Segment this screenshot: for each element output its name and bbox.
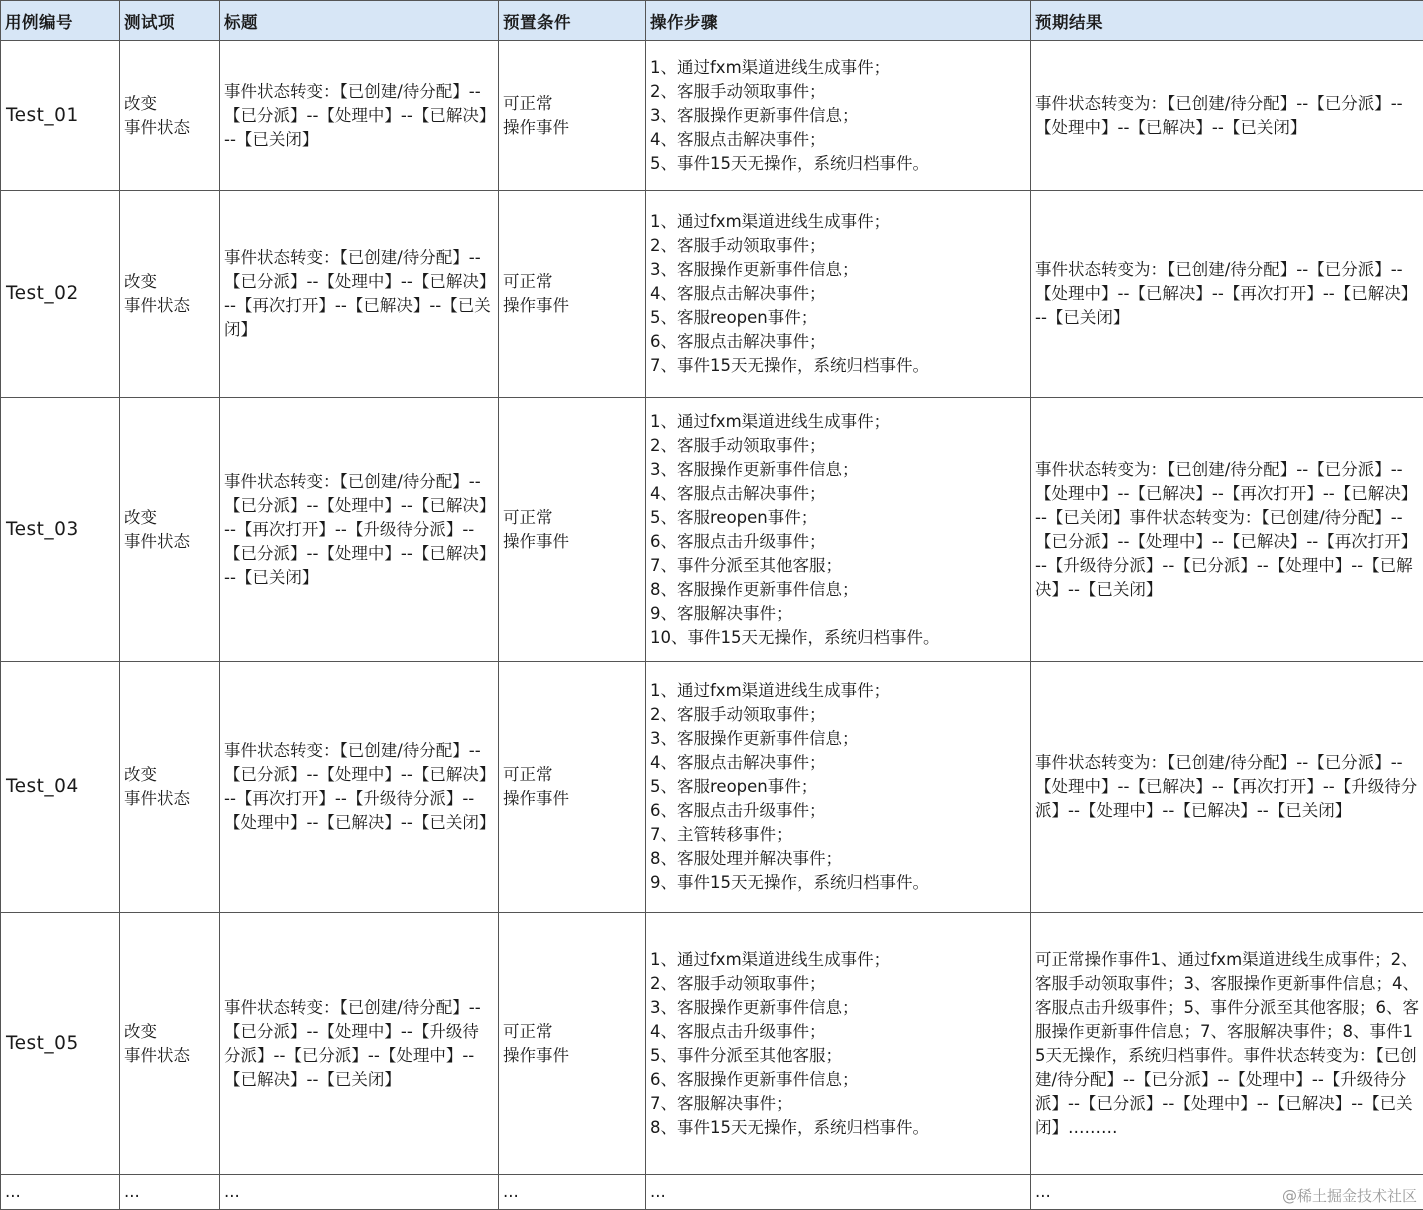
test-item-line: 改变 [124, 93, 157, 113]
step-item: 3、客服操作更新事件信息； [650, 997, 859, 1017]
precondition-line: 可正常 [503, 1021, 553, 1041]
case-title: 事件状态转变：【已创建/待分配】--【已分派】--【处理中】--【已解决】--【再次打开】--【升级待分派】--【已分派】--【处理中】--【已解决】--【已关闭】 [220, 398, 499, 662]
table-row [1, 662, 1423, 913]
case-id: Test_03 [1, 398, 120, 662]
step-item: 9、事件15天无操作，系统归档事件。 [650, 873, 929, 892]
test-item-line: 改变 [124, 272, 157, 291]
case-title: 事件状态转变：【已创建/待分配】--【已分派】--【处理中】--【已解决】--【已关闭】 [220, 41, 499, 191]
ellipsis-cell: ... [120, 1175, 220, 1210]
test-item-line: 事件状态 [124, 296, 190, 315]
precondition-line: 操作事件 [503, 789, 569, 808]
step-item: 7、主管转移事件； [650, 825, 793, 844]
header-steps: 操作步骤 [646, 1, 1031, 41]
precondition-line: 操作事件 [503, 117, 569, 137]
step-item: 1、通过fxm渠道进线生成事件； [650, 411, 891, 431]
ellipsis-cell: ... [1, 1175, 120, 1210]
step-item: 7、事件分派至其他客服； [650, 555, 842, 575]
table-row [1, 191, 1423, 398]
table-row [1, 41, 1423, 191]
precondition-line: 可正常 [503, 507, 553, 527]
table-row [1, 913, 1423, 1175]
test-item-line: 改变 [124, 507, 157, 527]
precondition [499, 662, 646, 913]
table-row [1, 398, 1423, 662]
precondition-line: 操作事件 [503, 531, 569, 551]
test-item-line: 事件状态 [124, 531, 190, 551]
test-item [120, 913, 220, 1175]
case-id: Test_01 [1, 41, 120, 191]
step-item: 6、客服操作更新事件信息； [650, 1069, 859, 1089]
steps [646, 662, 1031, 913]
step-item: 4、客服点击升级事件； [650, 1021, 826, 1041]
case-title: 事件状态转变：【已创建/待分配】--【已分派】--【处理中】--【升级待分派】--【已分派】--【处理中】--【已解决】--【已关闭】 [220, 913, 499, 1175]
step-item: 1、通过fxm渠道进线生成事件； [650, 212, 891, 231]
header-case-id: 用例编号 [1, 1, 120, 41]
step-item: 8、客服处理并解决事件； [650, 849, 842, 868]
step-item: 10、事件15天无操作，系统归档事件。 [650, 627, 940, 647]
expected-result: 事件状态转变为：【已创建/待分配】--【已分派】--【处理中】--【已解决】--【再次打开】--【已解决】--【已关闭】 [1031, 191, 1423, 398]
expected-result: 可正常操作事件1、通过fxm渠道进线生成事件；2、客服手动领取事件；3、客服操作更新事件信息；4、客服点击升级事件；5、事件分派至其他客服；6、客服操作更新事件信息；7、客服解决事件；8、事件15天无操作，系统归档事件。事件状态转变为：【已创建/待分配】--【已分派】--【处理中】--【升级待分派】--【已分派】--【处理中】--【已解决】--【已关闭】……… [1031, 913, 1423, 1175]
precondition [499, 191, 646, 398]
step-item: 5、客服reopen事件； [650, 777, 818, 796]
step-item: 1、通过fxm渠道进线生成事件； [650, 949, 891, 969]
ellipsis-cell: ... [499, 1175, 646, 1210]
header-row [1, 1, 1423, 41]
ellipsis-cell: ... [1031, 1175, 1423, 1210]
step-item: 5、事件15天无操作，系统归档事件。 [650, 153, 929, 173]
step-item: 9、客服解决事件； [650, 603, 793, 623]
precondition-line: 可正常 [503, 272, 553, 291]
step-item: 7、事件15天无操作，系统归档事件。 [650, 356, 929, 375]
step-item: 3、客服操作更新事件信息； [650, 729, 859, 748]
precondition [499, 41, 646, 191]
step-item: 2、客服手动领取事件； [650, 81, 826, 101]
step-item: 8、事件15天无操作，系统归档事件。 [650, 1117, 929, 1137]
step-item: 2、客服手动领取事件； [650, 435, 826, 455]
test-item [120, 191, 220, 398]
step-item: 5、事件分派至其他客服； [650, 1045, 842, 1065]
precondition [499, 398, 646, 662]
step-item: 6、客服点击解决事件； [650, 332, 826, 351]
case-title: 事件状态转变：【已创建/待分配】--【已分派】--【处理中】--【已解决】--【再次打开】--【已解决】--【已关闭】 [220, 191, 499, 398]
case-id: Test_05 [1, 913, 120, 1175]
precondition-line: 操作事件 [503, 296, 569, 315]
step-item: 6、客服点击升级事件； [650, 531, 826, 551]
precondition [499, 913, 646, 1175]
expected-result: 事件状态转变为：【已创建/待分配】--【已分派】--【处理中】--【已解决】--【再次打开】--【升级待分派】--【处理中】--【已解决】--【已关闭】 [1031, 662, 1423, 913]
step-item: 3、客服操作更新事件信息； [650, 459, 859, 479]
header-precondition: 预置条件 [499, 1, 646, 41]
step-item: 2、客服手动领取事件； [650, 236, 826, 255]
test-item [120, 398, 220, 662]
ellipsis-row [1, 1175, 1423, 1210]
ellipsis-cell: ... [220, 1175, 499, 1210]
step-item: 4、客服点击解决事件； [650, 483, 826, 503]
step-item: 5、客服reopen事件； [650, 308, 818, 327]
test-item-line: 事件状态 [124, 789, 190, 808]
precondition-line: 可正常 [503, 93, 553, 113]
steps [646, 398, 1031, 662]
steps [646, 191, 1031, 398]
step-item: 3、客服操作更新事件信息； [650, 105, 859, 125]
ellipsis-cell: ... [646, 1175, 1031, 1210]
expected-result: 事件状态转变为：【已创建/待分配】--【已分派】--【处理中】--【已解决】--【再次打开】--【已解决】--【已关闭】事件状态转变为：【已创建/待分配】--【已分派】--【处理中】--【已解决】--【再次打开】--【升级待分派】--【已分派】--【处理中】--【已解决】--【已关闭】 [1031, 398, 1423, 662]
step-item: 8、客服操作更新事件信息； [650, 579, 859, 599]
test-item [120, 662, 220, 913]
header-test-item: 测试项 [120, 1, 220, 41]
steps [646, 41, 1031, 191]
case-id: Test_04 [1, 662, 120, 913]
test-item-line: 改变 [124, 1021, 157, 1041]
steps [646, 913, 1031, 1175]
header-expected: 预期结果 [1031, 1, 1423, 41]
step-item: 3、客服操作更新事件信息； [650, 260, 859, 279]
case-id: Test_02 [1, 191, 120, 398]
step-item: 4、客服点击解决事件； [650, 753, 826, 772]
test-item-line: 事件状态 [124, 117, 190, 137]
watermark: @稀土掘金技术社区 [1281, 1187, 1417, 1205]
expected-result: 事件状态转变为：【已创建/待分配】--【已分派】--【处理中】--【已解决】--【已关闭】 [1031, 41, 1423, 191]
step-item: 5、客服reopen事件； [650, 507, 818, 527]
step-item: 6、客服点击升级事件； [650, 801, 826, 820]
step-item: 7、客服解决事件； [650, 1093, 793, 1113]
test-item-line: 改变 [124, 765, 157, 784]
precondition-line: 可正常 [503, 765, 553, 784]
precondition-line: 操作事件 [503, 1045, 569, 1065]
case-title: 事件状态转变：【已创建/待分配】--【已分派】--【处理中】--【已解决】--【再次打开】--【升级待分派】--【处理中】--【已解决】--【已关闭】 [220, 662, 499, 913]
step-item: 1、通过fxm渠道进线生成事件； [650, 681, 891, 700]
header-title: 标题 [220, 1, 499, 41]
step-item: 4、客服点击解决事件； [650, 284, 826, 303]
step-item: 2、客服手动领取事件； [650, 705, 826, 724]
step-item: 4、客服点击解决事件； [650, 129, 826, 149]
test-item [120, 41, 220, 191]
test-item-line: 事件状态 [124, 1045, 190, 1065]
step-item: 1、通过fxm渠道进线生成事件； [650, 57, 891, 77]
step-item: 2、客服手动领取事件； [650, 973, 826, 993]
